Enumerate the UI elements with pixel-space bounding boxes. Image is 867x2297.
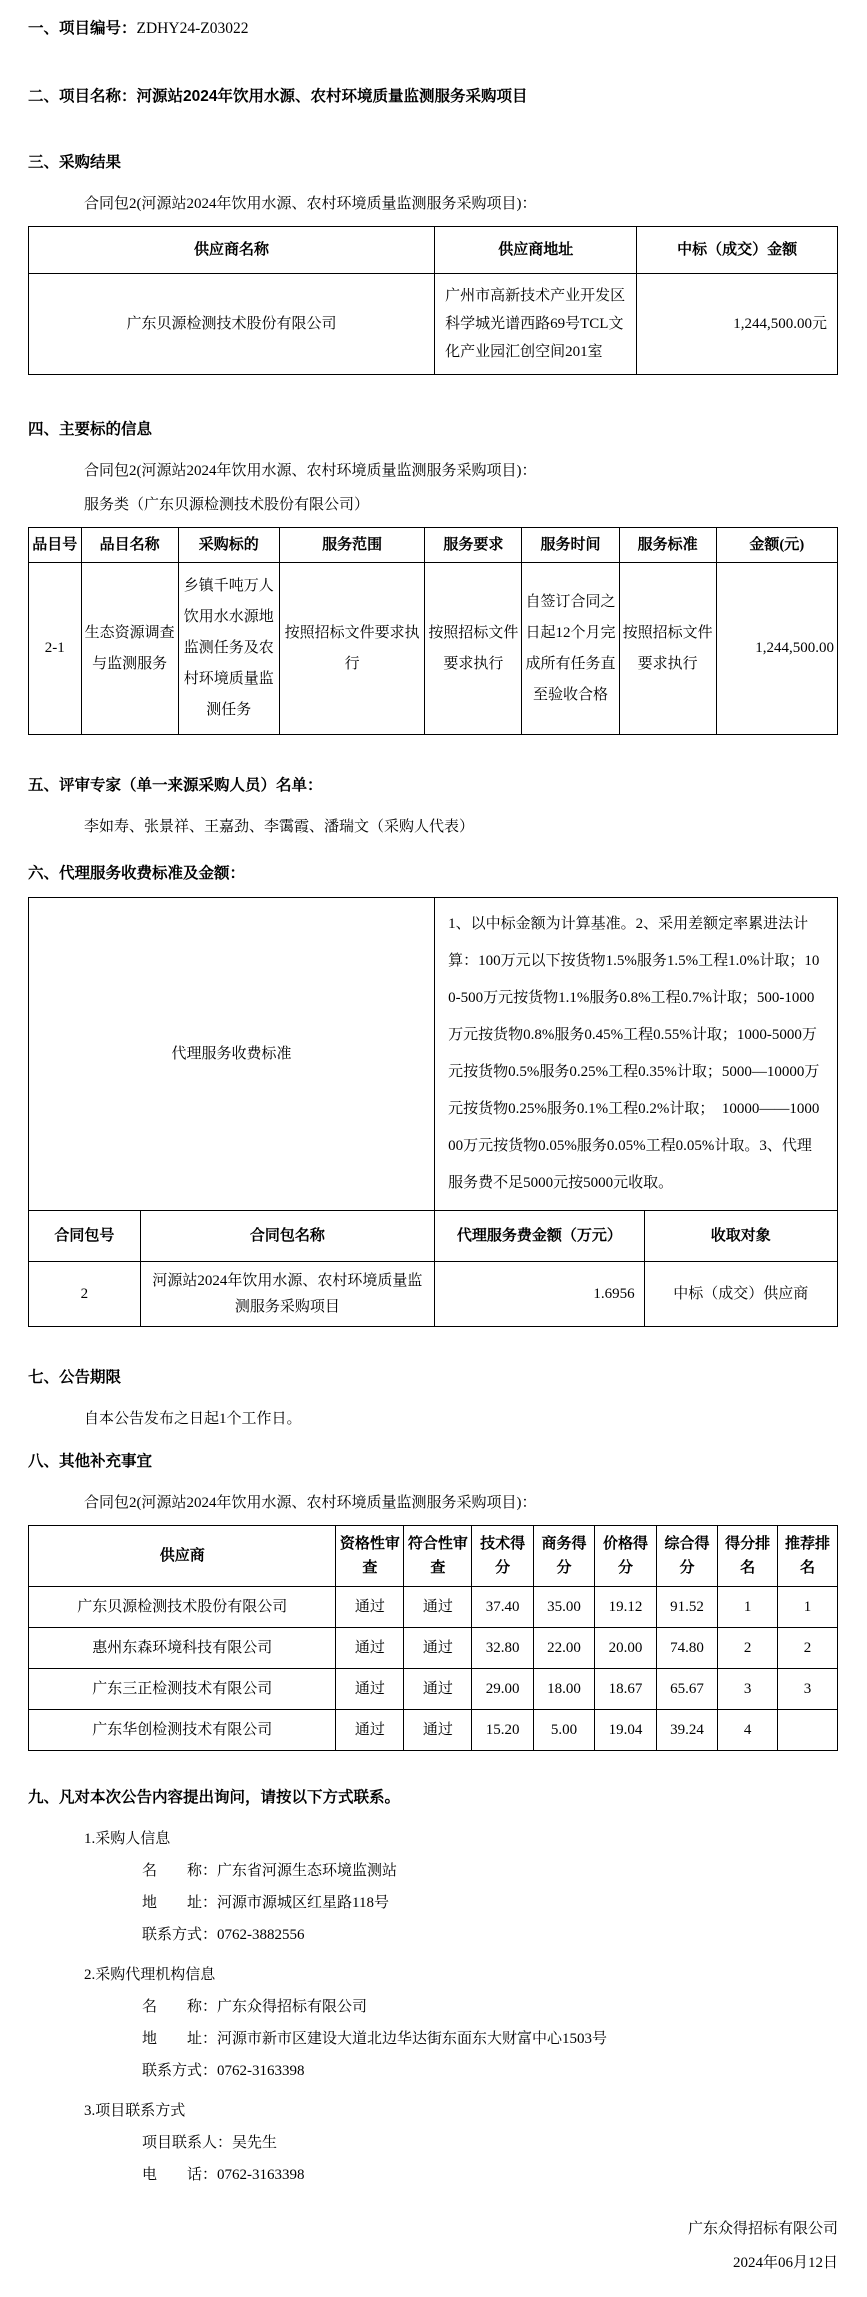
package-name-cell: 河源站2024年饮用水源、农村环境质量监测服务采购项目 xyxy=(140,1262,434,1327)
project-contact-phone: 电 话：0762-3163398 xyxy=(142,2167,305,2183)
agency-info xyxy=(84,1965,838,2081)
score-rank-cell: 4 xyxy=(718,1710,778,1751)
experts-heading: 五、评审专家（单一来源采购人员）名单： xyxy=(28,777,323,794)
project-number-value: ZDHY24-Z03022 xyxy=(136,20,249,37)
price-score-cell: 18.67 xyxy=(595,1669,656,1710)
supplier-address-header: 供应商地址 xyxy=(435,227,637,274)
purchaser-info xyxy=(84,1829,838,1945)
signature-block xyxy=(28,2219,838,2273)
qualification-review-header: 资格性审查 xyxy=(336,1526,404,1587)
recommend-rank-header: 推荐排名 xyxy=(778,1526,838,1587)
standard-cell: 按照招标文件要求执行 xyxy=(619,563,716,735)
agency-title: 2.采购代理机构信息 xyxy=(84,1967,216,1983)
table-header-row xyxy=(29,528,838,563)
business-score-cell: 18.00 xyxy=(533,1669,594,1710)
qualification-cell: 通过 xyxy=(336,1628,404,1669)
project-contact-info xyxy=(84,2101,838,2185)
project-contact-person: 项目联系人：吴先生 xyxy=(142,2135,278,2151)
purchaser-title: 1.采购人信息 xyxy=(84,1831,171,1847)
fee-amount-header: 代理服务费金额（万元） xyxy=(435,1211,645,1262)
score-rank-cell: 2 xyxy=(718,1628,778,1669)
item-no-cell: 2-1 xyxy=(29,563,82,735)
score-rank-header: 得分排名 xyxy=(718,1526,778,1587)
conformity-cell: 通过 xyxy=(404,1628,472,1669)
signature-org: 广东众得招标有限公司 xyxy=(687,2221,838,2237)
payee-cell: 中标（成交）供应商 xyxy=(644,1262,837,1327)
signature-date: 2024年06月12日 xyxy=(732,2255,838,2271)
table-header-row xyxy=(29,1211,838,1262)
score-rank-cell: 3 xyxy=(718,1669,778,1710)
procurement-result-heading: 三、采购结果 xyxy=(28,154,122,171)
announcement-period-text: 自本公告发布之日起1个工作日。 xyxy=(84,1411,302,1427)
table-row xyxy=(29,274,838,375)
item-no-header: 品目号 xyxy=(29,528,82,563)
recommend-rank-cell: 2 xyxy=(778,1628,838,1669)
purchaser-phone: 联系方式：0762-3882556 xyxy=(142,1927,305,1943)
table-header-row xyxy=(29,227,838,274)
total-score-cell: 39.24 xyxy=(656,1710,717,1751)
price-score-cell: 19.12 xyxy=(595,1587,656,1628)
supplier-cell: 广东贝源检测技术股份有限公司 xyxy=(29,1587,336,1628)
result-package-intro: 合同包2(河源站2024年饮用水源、农村环境质量监测服务采购项目)： xyxy=(84,196,537,212)
agency-address: 地 址：河源市新市区建设大道北边华达街东面东大财富中心1503号 xyxy=(142,2031,608,2047)
project-name-heading: 二、项目名称：河源站2024年饮用水源、农村环境质量监测服务采购项目 xyxy=(28,88,528,105)
scope-cell: 按照招标文件要求执行 xyxy=(279,563,425,735)
technical-score-cell: 37.40 xyxy=(472,1587,533,1628)
table-row xyxy=(29,1628,838,1669)
fee-standard-label-cell: 代理服务收费标准 xyxy=(29,898,435,1211)
standard-header: 服务标准 xyxy=(619,528,716,563)
requirement-cell: 按照招标文件要求执行 xyxy=(425,563,522,735)
agency-fee-table xyxy=(28,897,838,1327)
time-header: 服务时间 xyxy=(522,528,619,563)
package-name-header: 合同包名称 xyxy=(140,1211,434,1262)
project-number-heading xyxy=(28,18,838,40)
qualification-cell: 通过 xyxy=(336,1710,404,1751)
project-number-label: 一、项目编号： xyxy=(28,20,137,37)
total-score-header: 综合得分 xyxy=(656,1526,717,1587)
item-name-cell: 生态资源调查与监测服务 xyxy=(81,563,178,735)
table-row xyxy=(29,1262,838,1327)
business-score-cell: 22.00 xyxy=(533,1628,594,1669)
award-amount-header: 中标（成交）金额 xyxy=(637,227,838,274)
amount-cell: 1,244,500.00 xyxy=(716,563,837,735)
table-row xyxy=(29,1587,838,1628)
table-row xyxy=(29,1710,838,1751)
agency-name: 名 称：广东众得招标有限公司 xyxy=(142,1999,368,2015)
supplier-name-header: 供应商名称 xyxy=(29,227,435,274)
table-header-row xyxy=(29,1526,838,1587)
agency-phone: 联系方式：0762-3163398 xyxy=(142,2063,305,2079)
fee-standard-row xyxy=(29,898,838,1211)
recommend-rank-cell: 3 xyxy=(778,1669,838,1710)
supplier-cell: 广东华创检测技术有限公司 xyxy=(29,1710,336,1751)
supplementary-heading: 八、其他补充事宜 xyxy=(28,1453,153,1470)
price-score-cell: 20.00 xyxy=(595,1628,656,1669)
package-no-cell: 2 xyxy=(29,1262,141,1327)
experts-names: 李如寿、张景祥、王嘉劲、李霭霞、潘瑞文（采购人代表） xyxy=(84,819,475,835)
target-header: 采购标的 xyxy=(178,528,279,563)
item-name-header: 品目名称 xyxy=(81,528,178,563)
price-score-header: 价格得分 xyxy=(595,1526,656,1587)
technical-score-cell: 15.20 xyxy=(472,1710,533,1751)
project-contact-title: 3.项目联系方式 xyxy=(84,2103,186,2119)
fee-amount-cell: 1.6956 xyxy=(435,1262,645,1327)
total-score-cell: 74.80 xyxy=(656,1628,717,1669)
conformity-cell: 通过 xyxy=(404,1710,472,1751)
technical-score-header: 技术得分 xyxy=(472,1526,533,1587)
qualification-cell: 通过 xyxy=(336,1587,404,1628)
requirement-header: 服务要求 xyxy=(425,528,522,563)
payee-header: 收取对象 xyxy=(644,1211,837,1262)
result-table xyxy=(28,226,838,375)
purchaser-address: 地 址：河源市源城区红星路118号 xyxy=(142,1895,389,1911)
award-amount-cell: 1,244,500.00元 xyxy=(637,274,838,375)
supplier-cell: 惠州东森环境科技有限公司 xyxy=(29,1628,336,1669)
recommend-rank-cell xyxy=(778,1710,838,1751)
score-rank-cell: 1 xyxy=(718,1587,778,1628)
price-score-cell: 19.04 xyxy=(595,1710,656,1751)
scope-header: 服务范围 xyxy=(279,528,425,563)
subject-category-line: 服务类（广东贝源检测技术股份有限公司） xyxy=(84,497,370,513)
business-score-header: 商务得分 xyxy=(533,1526,594,1587)
recommend-rank-cell: 1 xyxy=(778,1587,838,1628)
qualification-cell: 通过 xyxy=(336,1669,404,1710)
supplier-header: 供应商 xyxy=(29,1526,336,1587)
table-row xyxy=(29,1669,838,1710)
conformity-cell: 通过 xyxy=(404,1587,472,1628)
target-cell: 乡镇千吨万人饮用水水源地监测任务及农村环境质量监测任务 xyxy=(178,563,279,735)
time-cell: 自签订合同之日起12个月完成所有任务直至验收合格 xyxy=(522,563,619,735)
fee-standard-text-cell: 1、以中标金额为计算基准。2、采用差额定率累进法计算：100万元以下按货物1.5%服务1.5%工程1.0%计取；100-500万元按货物1.1%服务0.8%工程0.7%计取；500-1000万元按货物0.8%服务0.45%工程0.55%计取；1000-5000万元按货物0.5%服务0.25%工程0.35%计取；5000—10000万元按货物0.25%服务0.1%工程0.2%计取； 10000——100000万元按货物0.05%服务0.05%工程0.05%计取。3、代理服务费不足5000元按5000元收取。 xyxy=(435,898,838,1211)
business-score-cell: 5.00 xyxy=(533,1710,594,1751)
total-score-cell: 65.67 xyxy=(656,1669,717,1710)
package-no-header: 合同包号 xyxy=(29,1211,141,1262)
supplementary-package-intro: 合同包2(河源站2024年饮用水源、农村环境质量监测服务采购项目)： xyxy=(84,1495,537,1511)
business-score-cell: 35.00 xyxy=(533,1587,594,1628)
supplier-address-cell: 广州市高新技术产业开发区科学城光谱西路69号TCL文化产业园汇创空间201室 xyxy=(435,274,637,375)
score-table xyxy=(28,1525,838,1751)
conformity-review-header: 符合性审查 xyxy=(404,1526,472,1587)
supplier-cell: 广东三正检测技术有限公司 xyxy=(29,1669,336,1710)
technical-score-cell: 32.80 xyxy=(472,1628,533,1669)
purchaser-name: 名 称：广东省河源生态环境监测站 xyxy=(142,1863,398,1879)
total-score-cell: 91.52 xyxy=(656,1587,717,1628)
subject-table xyxy=(28,527,838,735)
table-row xyxy=(29,563,838,735)
main-subject-heading: 四、主要标的信息 xyxy=(28,421,153,438)
agency-fee-heading: 六、代理服务收费标准及金额： xyxy=(28,865,246,882)
conformity-cell: 通过 xyxy=(404,1669,472,1710)
subject-package-intro: 合同包2(河源站2024年饮用水源、农村环境质量监测服务采购项目)： xyxy=(84,463,537,479)
contact-heading: 九、凡对本次公告内容提出询问，请按以下方式联系。 xyxy=(28,1789,401,1806)
technical-score-cell: 29.00 xyxy=(472,1669,533,1710)
announcement-period-heading: 七、公告期限 xyxy=(28,1369,122,1386)
supplier-name-cell: 广东贝源检测技术股份有限公司 xyxy=(29,274,435,375)
amount-header: 金额(元) xyxy=(716,528,837,563)
